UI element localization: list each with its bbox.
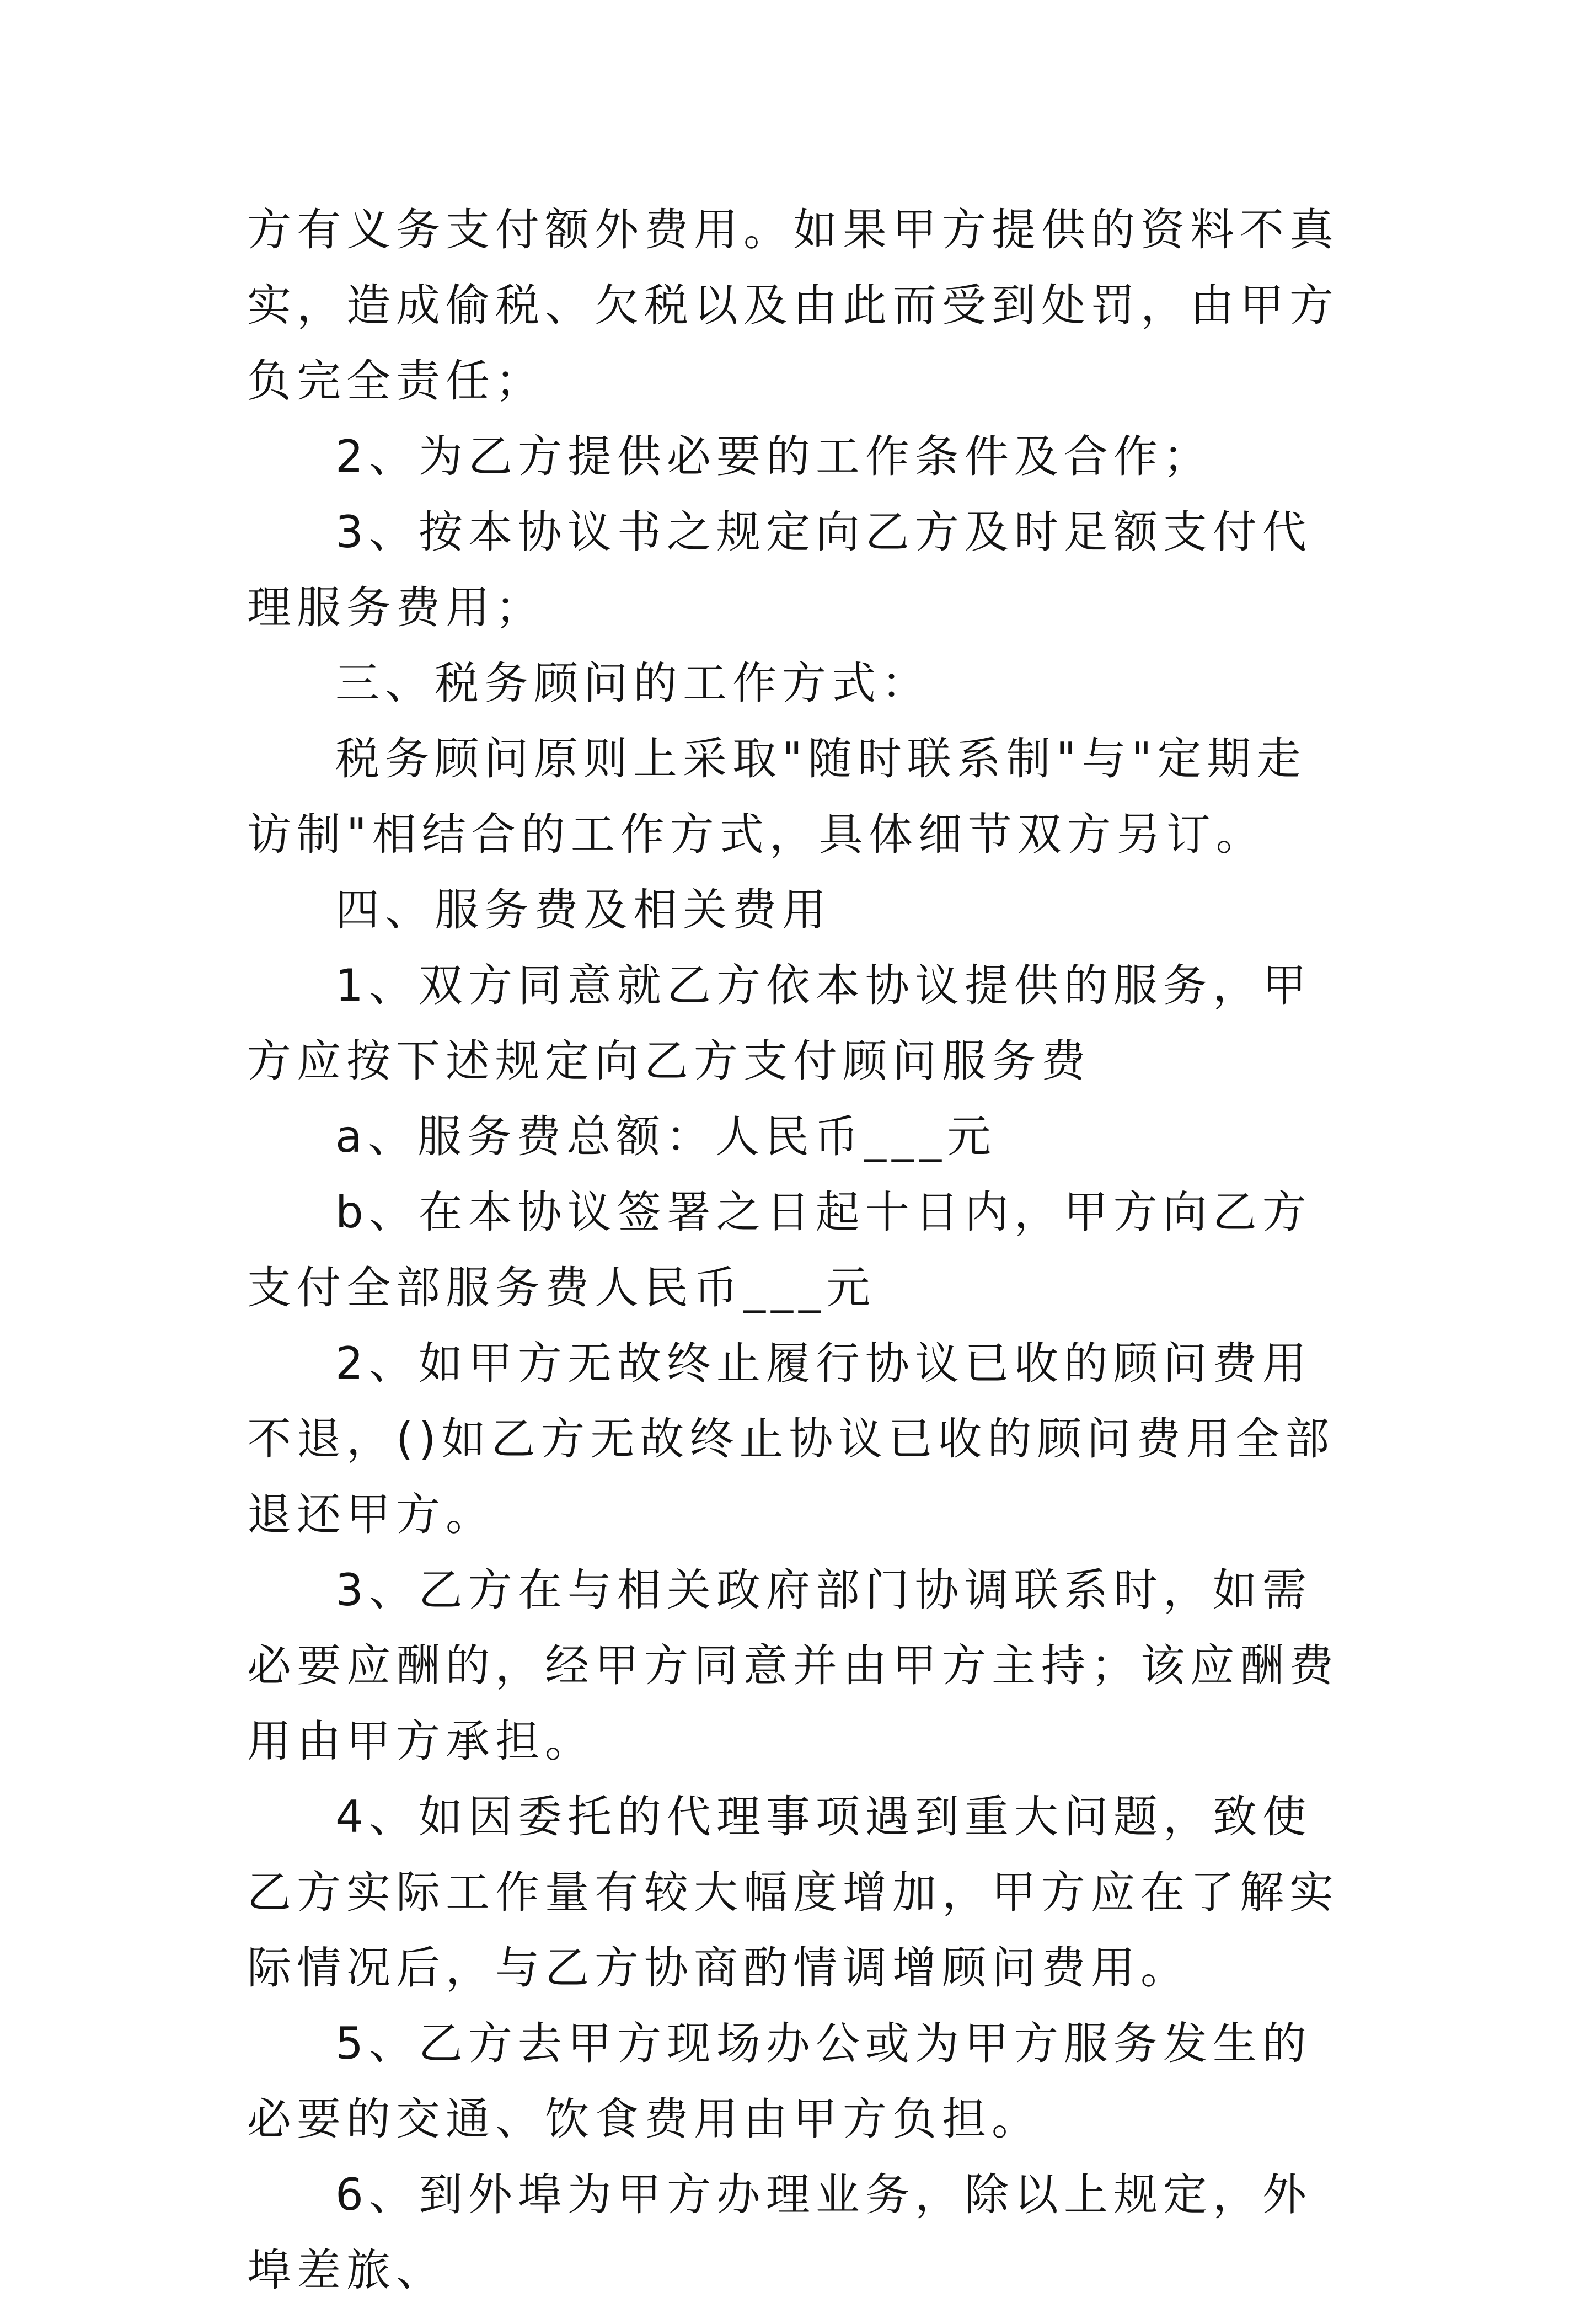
paragraph-10: 2、如甲方无故终止履行协议已收的顾问费用不退，()如乙方无故终止协议已收的顾问费用全部退还甲方。: [247, 1338, 1335, 1540]
paragraph-2: 2、为乙方提供必要的工作条件及合作；: [335, 431, 1213, 482]
paragraph-8: a、服务费总额：人民币___元: [335, 1111, 997, 1162]
paragraph-12: 4、如因委托的代理事项遇到重大问题，致使乙方实际工作量有较大幅度增加，甲方应在了解实际情况后，与乙方协商酌情调增顾问费用。: [247, 1791, 1339, 1994]
paragraph-6: 四、服务费及相关费用: [335, 884, 832, 936]
document-body: [247, 192, 1356, 2308]
paragraph-11: 3、乙方在与相关政府部门协调联系时，如需必要应酬的，经甲方同意并由甲方主持；该应酬费用由甲方承担。: [247, 1564, 1339, 1767]
paragraph-9: b、在本协议签署之日起十日内，甲方向乙方支付全部服务费人民币___元: [247, 1187, 1312, 1313]
paragraph-1: 方有义务支付额外费用。如果甲方提供的资料不真实，造成偷税、欠税以及由此而受到处罚，由甲方负完全责任；: [247, 204, 1339, 407]
paragraph-7: 1、双方同意就乙方依本协议提供的服务，甲方应按下述规定向乙方支付顾问服务费: [247, 960, 1312, 1087]
paragraph-4: 三、税务顾问的工作方式：: [335, 658, 931, 709]
paragraph-13: 5、乙方去甲方现场办公或为甲方服务发生的必要的交通、饮食费用由甲方负担。: [247, 2018, 1312, 2145]
paragraph-5: 税务顾问原则上采取"随时联系制"与"定期走访制"相结合的工作方式，具体细节双方另订。: [247, 733, 1306, 860]
paragraph-14: 6、到外埠为甲方办理业务，除以上规定，外埠差旅、: [247, 2169, 1312, 2296]
paragraph-3: 3、按本协议书之规定向乙方及时足额支付代理服务费用；: [247, 506, 1312, 633]
